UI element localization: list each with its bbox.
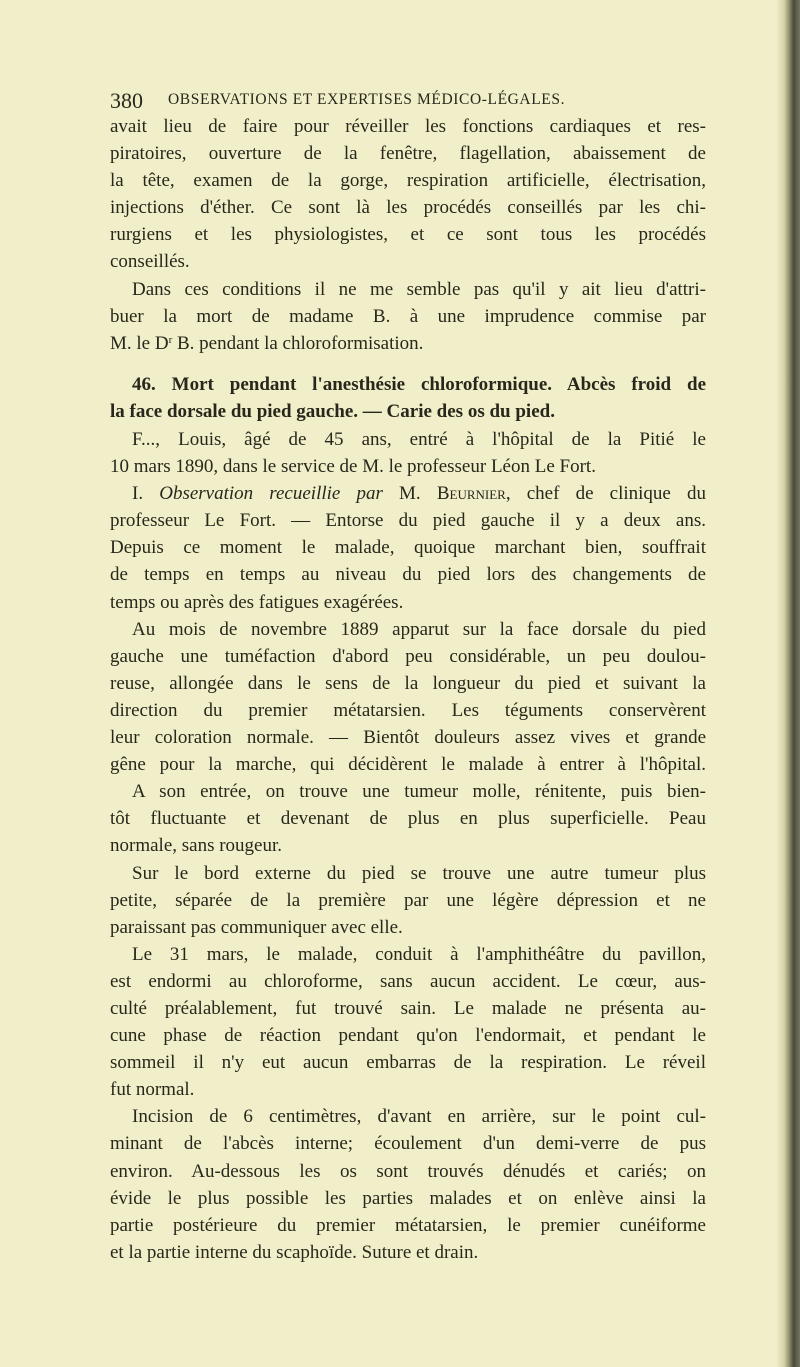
text-line: Incision de 6 centimètres, d'avant en arrière, sur le point cul- xyxy=(132,1106,706,1128)
text-line: Au mois de novembre 1889 apparut sur la face dorsale du pied xyxy=(132,618,706,640)
running-title: OBSERVATIONS ET EXPERTISES MÉDICO-LÉGALES. xyxy=(168,91,566,108)
text-line: A son entrée, on trouve une tumeur molle, rénitente, puis bien- xyxy=(132,781,706,803)
paragraph-block-2 xyxy=(110,426,706,1266)
text-line: culté préalablement, fut trouvé sain. Le malade ne présenta au- xyxy=(110,997,706,1019)
running-header xyxy=(110,88,710,112)
text-line: Le 31 mars, le malade, conduit à l'amphithéâtre du pavillon, xyxy=(132,943,706,965)
text-line: évide le plus possible les parties malades et on enlève ainsi la xyxy=(110,1187,706,1209)
text-segment: M. le D xyxy=(110,332,169,354)
text-line: injections d'éther. Ce sont là les procédés conseillés par les chi- xyxy=(110,197,706,219)
section-heading xyxy=(110,371,706,425)
text-line: petite, séparée de la première par une légère dépression et ne xyxy=(110,889,706,911)
text-line: partie postérieure du premier métatarsien, le premier cunéiforme xyxy=(110,1214,706,1236)
text-line: buer la mort de madame B. à une imprudence commise par xyxy=(110,305,706,327)
text-line: fut normal. xyxy=(110,1079,195,1101)
text-line: gêne pour la marche, qui décidèrent le malade à entrer à l'hôpital. xyxy=(110,754,706,776)
text-line xyxy=(110,480,706,507)
text-line: leur coloration normale. — Bientôt douleurs assez vives et grande xyxy=(110,727,706,749)
paragraph-block-1 xyxy=(110,113,706,357)
text-line: de temps en temps au niveau du pied lors des changements de xyxy=(110,564,706,586)
text-line: conseillés. xyxy=(110,251,190,273)
text-line: Dans ces conditions il ne me semble pas qu'il y ait lieu d'attri- xyxy=(132,278,706,300)
italic-text: Observation recueillie par xyxy=(159,483,383,505)
text-line: rurgiens et les physiologistes, et ce sont tous les procédés xyxy=(110,224,706,246)
heading-line: 46. Mort pendant l'anesthésie chloroformique. Abcès froid de xyxy=(132,374,706,395)
text-line: reuse, allongée dans le sens de la longueur du pied et suivant la xyxy=(110,672,706,694)
text-line: la tête, examen de la gorge, respiration artificielle, électrisation, xyxy=(110,170,706,192)
superscript: r xyxy=(168,333,173,346)
text-line: est endormi au chloroforme, sans aucun accident. Le cœur, aus- xyxy=(110,970,706,992)
text-segment: B. pendant la chloroformisation. xyxy=(172,332,424,354)
text-segment: M. xyxy=(382,483,437,505)
text-line: temps ou après des fatigues exagérées. xyxy=(110,591,404,613)
text-line: professeur Le Fort. — Entorse du pied gauche il y a deux ans. xyxy=(110,510,706,532)
page-number: 380 xyxy=(110,88,143,113)
book-binding-edge xyxy=(784,0,800,1367)
text-line: 10 mars 1890, dans le service de M. le professeur Léon Le Fort. xyxy=(110,456,596,478)
text-line: normale, sans rougeur. xyxy=(110,835,283,857)
text-line: et la partie interne du scaphoïde. Suture et drain. xyxy=(110,1241,479,1263)
text-line: environ. Au-dessous les os sont trouvés dénudés et cariés; on xyxy=(110,1160,706,1182)
author-name: Beurnier xyxy=(436,483,506,505)
text-line: piratoires, ouverture de la fenêtre, flagellation, abaissement de xyxy=(110,143,706,165)
text-line: direction du premier métatarsien. Les téguments conservèrent xyxy=(110,699,706,721)
text-line: tôt fluctuante et devenant de plus en plus superficielle. Peau xyxy=(110,808,706,830)
text-line: paraissant pas communiquer avec elle. xyxy=(110,916,403,938)
heading-line: la face dorsale du pied gauche. — Carie des os du pied. xyxy=(110,401,555,423)
text-segment: , chef de clinique du xyxy=(505,483,706,505)
text-line: gauche une tuméfaction d'abord peu considérable, un peu doulou- xyxy=(110,645,706,667)
text-line: minant de l'abcès interne; écoulement d'un demi-verre de pus xyxy=(110,1133,706,1155)
text-line: avait lieu de faire pour réveiller les fonctions cardiaques et res- xyxy=(110,116,706,137)
text-line: cune phase de réaction pendant qu'on l'endormait, et pendant le xyxy=(110,1025,706,1047)
text-line: Sur le bord externe du pied se trouve une autre tumeur plus xyxy=(132,862,706,884)
page-gutter-shadow xyxy=(776,0,784,1367)
text-segment: I. xyxy=(132,483,160,505)
text-line: F..., Louis, âgé de 45 ans, entré à l'hôpital de la Pitié le xyxy=(132,429,706,450)
text-line: Depuis ce moment le malade, quoique marchant bien, souffrait xyxy=(110,537,706,559)
text-line: sommeil il n'y eut aucun embarras de la respiration. Le réveil xyxy=(110,1052,706,1074)
text-line xyxy=(110,330,706,357)
